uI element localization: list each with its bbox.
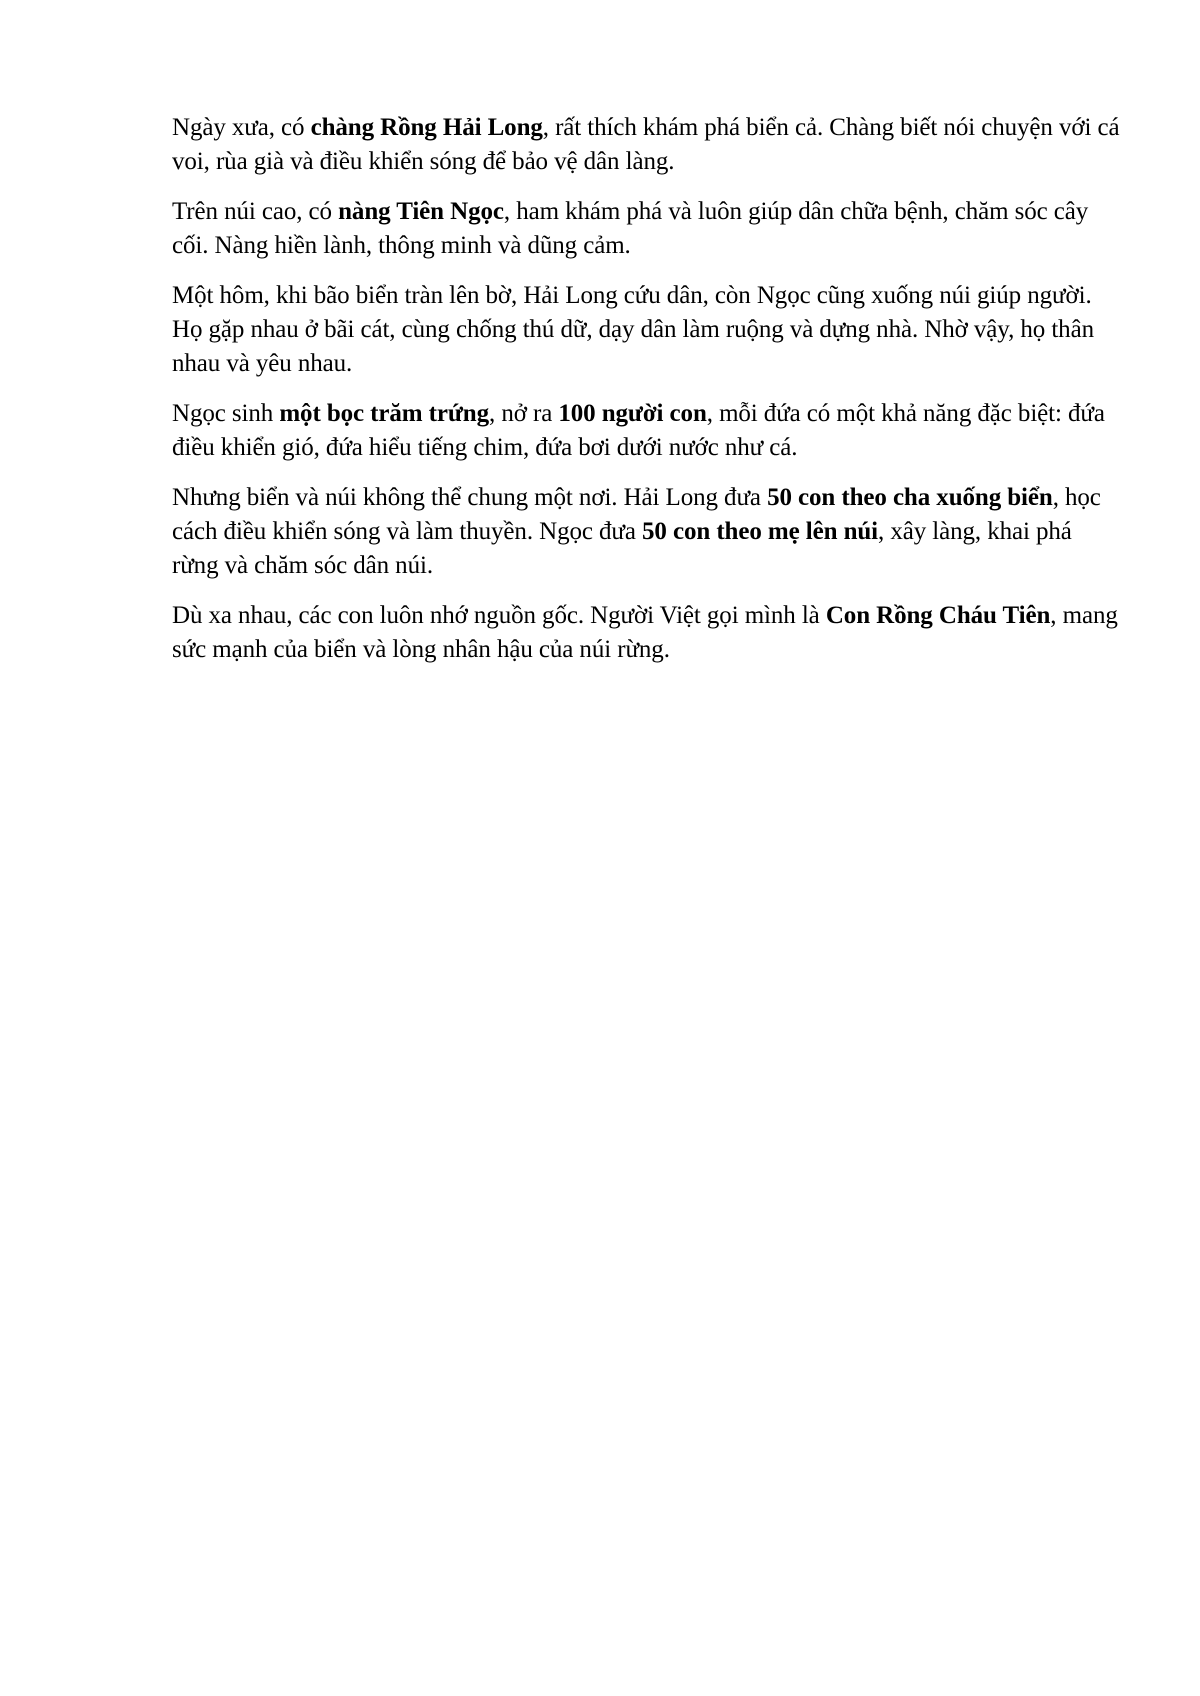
paragraph-tien-ngoc bbox=[172, 195, 1120, 263]
bold-segment: 50 con theo cha xuống biển bbox=[767, 484, 1053, 511]
document-body bbox=[172, 111, 1120, 683]
text-segment: Trên núi cao, có bbox=[172, 198, 339, 225]
text-segment: Nhưng biển và núi không thể chung một nơi. Hải Long đưa bbox=[172, 484, 768, 511]
bold-segment: 50 con theo mẹ lên núi bbox=[642, 518, 879, 545]
paragraph-separation bbox=[172, 481, 1120, 583]
paragraph-origin bbox=[172, 599, 1120, 667]
paragraph-hundred-eggs bbox=[172, 397, 1120, 465]
paragraph-meeting bbox=[172, 279, 1120, 381]
text-segment: Ngày xưa, có bbox=[172, 114, 311, 141]
text-segment: , xây làng, khai phá rừng và chăm sóc dân núi. bbox=[172, 518, 1072, 579]
bold-segment: một bọc trăm trứng bbox=[279, 400, 490, 427]
bold-segment: 100 người con bbox=[558, 400, 707, 427]
text-segment: , ham khám phá và luôn giúp dân chữa bệnh, chăm sóc cây cối. Nàng hiền lành, thông minh và dũng cảm. bbox=[172, 198, 1089, 259]
paragraph-hai-long bbox=[172, 111, 1120, 179]
text-segment: , mỗi đứa có một khả năng đặc biệt: đứa điều khiển gió, đứa hiểu tiếng chim, đứa bơi dưới nước như cá. bbox=[172, 400, 1105, 461]
text-segment: Một hôm, khi bão biển tràn lên bờ, Hải Long cứu dân, còn Ngọc cũng xuống núi giúp người. Họ gặp nhau ở bãi cát, cùng chống thú dữ, dạy dân làm ruộng và dựng nhà. Nhờ vậy, họ thân nhau và yêu nhau. bbox=[172, 282, 1094, 377]
text-segment: , mang sức mạnh của biển và lòng nhân hậu của núi rừng. bbox=[172, 602, 1118, 663]
text-segment: , rất thích khám phá biển cả. Chàng biết nói chuyện với cá voi, rùa già và điều khiển sóng để bảo vệ dân làng. bbox=[172, 114, 1120, 175]
text-segment: Dù xa nhau, các con luôn nhớ nguồn gốc. Người Việt gọi mình là bbox=[172, 602, 826, 629]
text-segment: , học cách điều khiển sóng và làm thuyền. Ngọc đưa bbox=[172, 484, 1101, 545]
text-segment: Ngọc sinh bbox=[172, 400, 280, 427]
bold-segment: Con Rồng Cháu Tiên bbox=[825, 602, 1051, 629]
bold-segment: chàng Rồng Hải Long bbox=[310, 114, 543, 141]
bold-segment: nàng Tiên Ngọc bbox=[338, 198, 504, 225]
text-segment: , nở ra bbox=[489, 400, 559, 427]
